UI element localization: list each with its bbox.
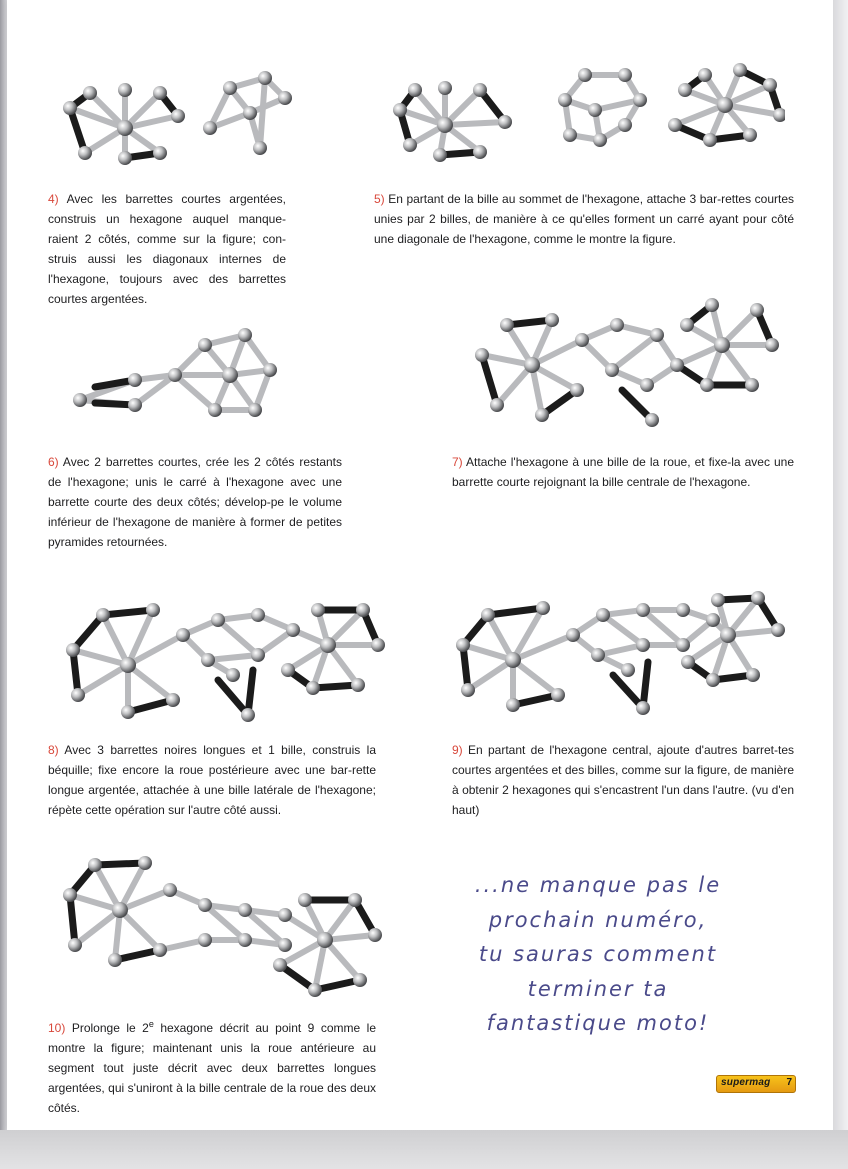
step-description: En partant de l'hexagone central, ajoute d'autres barret-tes courtes argentées et des billes, comme sur la figure, de manière à obtenir 2 hexagones qui s'encastrent l'un dans l'autre. (vu d'en haut) [452,743,794,817]
figure-step-4 [50,68,300,178]
scan-bottom-margin [0,1130,848,1169]
step-4-text [48,189,286,309]
step-5-text [374,189,794,249]
teaser-line: ...ne manque pas le [474,873,722,897]
step-8-text [48,740,376,820]
teaser-line: terminer ta [527,976,669,1001]
magazine-logo [716,1075,796,1093]
step-6-text [48,452,342,552]
step-description: Avec les barrettes courtes argentées, construis un hexagone auquel manque-raient 2 côtés, comme sur la figure; con-struis aussi les diagonaux internes de l'hexagone, toujours avec des barrettes courtes argentées. [48,192,286,306]
page-edge-right [833,0,848,1169]
teaser-line: prochain numéro, [488,907,708,932]
step-number: 6) [48,455,59,469]
step-description: En partant de la bille au sommet de l'hexagone, attache 3 bar-rettes courtes unies par 2 billes, de manière à ce qu'elles forment un carré ayant pour côté une diagonale de l'hexagone, comme le montre la figure. [374,192,794,246]
step-description: Attache l'hexagone à une bille de la roue, et fixe-la avec une barrette courte rejoignant la bille centrale de l'hexagone. [452,455,795,489]
step-number: 10) [48,1021,66,1035]
step-10-text [48,1014,376,1118]
figure-step-5 [385,60,785,170]
step-9-text [452,740,794,820]
step-number: 4) [48,192,59,206]
step-7-text [452,452,794,492]
step-number: 7) [452,455,463,469]
next-issue-teaser [463,868,733,1041]
step-number: 9) [452,743,463,757]
step-description-start: Prolonge le 2 [71,1021,149,1035]
step-number: 8) [48,743,59,757]
figure-step-6 [65,325,285,425]
figure-step-10 [55,855,385,1005]
figure-step-8 [58,600,388,725]
logo-text: supermag [721,1077,771,1088]
figure-step-7 [462,295,782,435]
ordinal-superscript: e [148,1019,154,1029]
step-description-end: hexagone décrit au point 9 comme le montre la figure; maintenant unis la roue antérieure au segment tout juste décrit avec deux barrettes longues argentées, qui s'uniront à la bille centrale de la roue des deux côtés. [48,1021,376,1115]
teaser-line: fantastique moto! [486,1011,710,1035]
step-description: Avec 2 barrettes courtes, crée les 2 côtés restants de l'hexagone; unis le carré à l'hexagone avec une barrette courte des deux côtés; dévelop-pe le volume inférieur de l'hexagone de manière à former de petites pyramides retournées. [48,455,343,549]
page-number: 7 [786,1077,792,1088]
figure-step-9 [448,590,788,715]
step-description: Avec 3 barrettes noires longues et 1 bille, construis la béquille; fixe encore la roue postérieure avec une bar-rette longue argentée, attachée à une bille latérale de l'hexagone; répète cette opération sur l'autre côté aussi. [48,743,377,817]
step-number: 5) [374,192,385,206]
binding-edge [0,0,7,1169]
teaser-line: tu sauras comment [478,942,718,966]
